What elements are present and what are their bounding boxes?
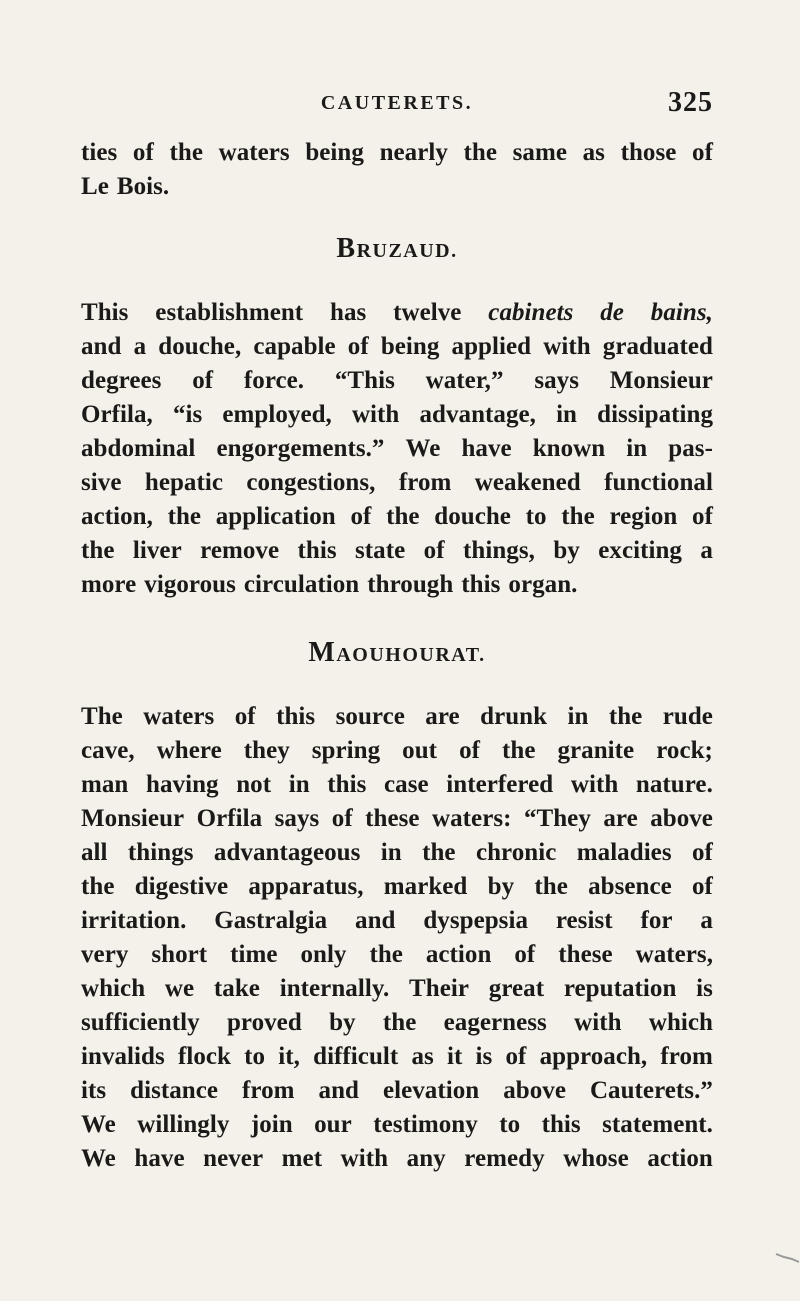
text-line [81, 568, 713, 602]
word: out [402, 737, 438, 764]
heading-rest: RUZAUD. [356, 240, 458, 262]
word: Monsieur [81, 805, 185, 832]
word: with [351, 401, 400, 428]
word: nearly [379, 139, 448, 166]
word: graduated [602, 333, 713, 360]
word: its [81, 1077, 107, 1104]
word: with [570, 771, 619, 798]
word: a [700, 537, 713, 564]
word: hepatic [144, 469, 223, 496]
word: we [164, 975, 195, 1002]
word: above [503, 1077, 566, 1104]
word: source [335, 703, 405, 730]
word: this [276, 703, 316, 730]
text-line [81, 500, 713, 534]
word: this [461, 571, 501, 598]
word: by [329, 1009, 356, 1036]
word: proved [226, 1009, 302, 1036]
word: dissipating [597, 401, 713, 428]
page-number: 325 [668, 87, 713, 118]
word: “They [523, 805, 591, 832]
word: and [81, 333, 122, 360]
word: irritation. [81, 907, 187, 934]
word: of [234, 703, 256, 730]
word: to [499, 1111, 521, 1138]
word: from [242, 1077, 295, 1104]
word: applied [451, 333, 532, 360]
text-line [81, 768, 713, 802]
word: of [423, 537, 445, 564]
text-line [81, 1040, 713, 1074]
word: man [81, 771, 129, 798]
word: douche [434, 503, 511, 530]
text-line [81, 1142, 713, 1176]
word: force. [243, 367, 305, 394]
word: We [81, 1111, 116, 1138]
word: being [305, 139, 364, 166]
word: willingly [137, 1111, 230, 1138]
word: of [692, 839, 713, 866]
word: of [331, 805, 353, 832]
word: approach, [539, 1043, 648, 1070]
word: drunk [480, 703, 548, 730]
word: pas- [668, 435, 713, 462]
word: This [81, 299, 129, 326]
word: “This [334, 367, 395, 394]
word: waters [218, 139, 290, 166]
word: Their [409, 975, 470, 1002]
word: the [561, 503, 595, 530]
word: marked [383, 873, 468, 900]
word: resist [555, 907, 613, 934]
word: things, [463, 537, 535, 564]
word: “is [172, 401, 203, 428]
word: of [692, 139, 713, 166]
word: remedy [464, 1145, 545, 1172]
word: distance [130, 1077, 219, 1104]
word: statement. [602, 1111, 713, 1138]
word: of [347, 333, 369, 360]
word: of [459, 737, 480, 764]
word: sive [81, 469, 122, 496]
word: the [81, 537, 115, 564]
word: says [274, 805, 320, 832]
word: state [355, 537, 406, 564]
word: very [81, 941, 129, 968]
word: the [534, 873, 568, 900]
word: in [556, 401, 578, 428]
word: the [422, 839, 456, 866]
word: sufficiently [81, 1009, 200, 1036]
word: says [534, 367, 579, 394]
word: degrees [81, 367, 162, 394]
word: for [640, 907, 673, 934]
word: Orfila [196, 805, 263, 832]
word: having [146, 771, 219, 798]
word: the [167, 503, 202, 530]
word: never [203, 1145, 264, 1172]
word: reputation [563, 975, 677, 1002]
running-head [81, 88, 713, 118]
word: this [327, 771, 367, 798]
word: to [525, 503, 547, 530]
word: invalids [81, 1043, 165, 1070]
word: apparatus, [248, 873, 364, 900]
text-line [81, 364, 713, 398]
word: twelve [393, 299, 462, 326]
word: these [558, 941, 613, 968]
word: nature. [635, 771, 713, 798]
text-line [81, 1006, 713, 1040]
text-line [81, 534, 713, 568]
word: take [213, 975, 260, 1002]
word: has [330, 299, 367, 326]
word: congestions, [246, 469, 376, 496]
word: any [406, 1145, 446, 1172]
word: with [574, 1009, 622, 1036]
word: only [300, 941, 347, 968]
word: have [134, 1145, 185, 1172]
heading-initial: B [336, 233, 357, 264]
word: of [192, 367, 214, 394]
word: from [660, 1043, 713, 1070]
word: and [318, 1077, 359, 1104]
word: the [382, 1009, 417, 1036]
word: is [475, 1043, 493, 1070]
word: the [608, 703, 643, 730]
word: waters: [432, 805, 512, 832]
word: interfered [446, 771, 554, 798]
word: it, [278, 1043, 300, 1070]
word: the [502, 737, 536, 764]
word: Monsieur [609, 367, 713, 394]
word: maladies [576, 839, 672, 866]
word: action [425, 941, 492, 968]
word: great [488, 975, 545, 1002]
word: these [365, 805, 420, 832]
word: chronic [475, 839, 557, 866]
page-smudge [774, 1252, 800, 1264]
word: ties [81, 139, 118, 166]
word: absence [588, 873, 672, 900]
word: dyspepsia [423, 907, 529, 934]
word: with [340, 1145, 389, 1172]
word: time [230, 941, 278, 968]
text-line [81, 296, 713, 330]
word: advantageous [213, 839, 361, 866]
word: abdominal [81, 435, 196, 462]
word: application [215, 503, 336, 530]
word: of [691, 873, 713, 900]
word: this [541, 1111, 581, 1138]
word: case [384, 771, 429, 798]
word: engorgements.” [216, 435, 385, 462]
word: eagerness [443, 1009, 547, 1036]
word: this [297, 537, 337, 564]
word: granite [557, 737, 635, 764]
word: Cauterets.” [589, 1077, 713, 1104]
word: capable [253, 333, 336, 360]
text-line [81, 972, 713, 1006]
text-line [81, 136, 713, 170]
word: the [81, 873, 115, 900]
word: of [132, 139, 154, 166]
word: the [369, 941, 403, 968]
text-line [81, 870, 713, 904]
word: internally. [279, 975, 390, 1002]
word: same [512, 139, 567, 166]
word: cave, [81, 737, 135, 764]
word: liver [132, 537, 182, 564]
word: are [603, 805, 638, 832]
word: vigorous [144, 571, 236, 598]
text-line [81, 938, 713, 972]
text-line [81, 1074, 713, 1108]
word: to [244, 1043, 266, 1070]
word: the [463, 139, 498, 166]
word: functional [604, 469, 713, 496]
word: above [650, 805, 713, 832]
word: a [700, 907, 713, 934]
text-line [81, 466, 713, 500]
word: things [127, 839, 194, 866]
text-line [81, 1108, 713, 1142]
word: Bois. [116, 173, 170, 200]
word: rock; [656, 737, 713, 764]
word: Orfila, [81, 401, 153, 428]
word: difficult [313, 1043, 399, 1070]
text-line [81, 802, 713, 836]
word: it [446, 1043, 463, 1070]
word: flock [177, 1043, 231, 1070]
word: spring [311, 737, 381, 764]
word: rude [662, 703, 713, 730]
word: of [505, 1043, 527, 1070]
word: join [250, 1111, 293, 1138]
word: exciting [598, 537, 682, 564]
text-line [81, 398, 713, 432]
word: bains, [650, 299, 713, 326]
word: of [350, 503, 372, 530]
section-heading-bruzaud [81, 232, 713, 270]
word: as [582, 139, 605, 166]
word: a [133, 333, 147, 360]
text-line [81, 700, 713, 734]
word: circulation [243, 571, 360, 598]
word: testimony [373, 1111, 478, 1138]
word: the [169, 139, 203, 166]
word: elevation [382, 1077, 480, 1104]
word: are [425, 703, 460, 730]
word: the [386, 503, 420, 530]
word: waters, [635, 941, 713, 968]
text-line [81, 330, 713, 364]
word: where [156, 737, 222, 764]
word: those [620, 139, 677, 166]
word: The [81, 703, 123, 730]
word: establishment [155, 299, 304, 326]
word: which [81, 975, 146, 1002]
word: more [81, 571, 137, 598]
word: digestive [134, 873, 229, 900]
text-line [81, 432, 713, 466]
word: with [543, 333, 591, 360]
word: remove [200, 537, 280, 564]
word: short [151, 941, 208, 968]
word: de [600, 299, 624, 326]
word: which [648, 1009, 713, 1036]
word: We [405, 435, 441, 462]
word: in [626, 435, 648, 462]
word: as [411, 1043, 434, 1070]
word: of [514, 941, 536, 968]
word: weakened [474, 469, 581, 496]
section-heading-maouhourat [81, 636, 713, 674]
text-line [81, 836, 713, 870]
word: known [532, 435, 606, 462]
word: met [281, 1145, 323, 1172]
word: by [553, 537, 580, 564]
word: have [461, 435, 512, 462]
word: of [692, 503, 713, 530]
heading-initial: M [308, 637, 337, 668]
word: not [236, 771, 272, 798]
heading-rest: AOUHOURAT. [336, 644, 486, 666]
word: advantage, [419, 401, 536, 428]
word: through [367, 571, 454, 598]
running-title: CAUTERETS. [320, 92, 474, 114]
word: cabinets [488, 299, 574, 326]
word: Gastralgia [214, 907, 328, 934]
word: action, [81, 503, 153, 530]
word: they [243, 737, 290, 764]
word: is [696, 975, 713, 1002]
word: by [487, 873, 515, 900]
text-line [81, 734, 713, 768]
word: and [355, 907, 396, 934]
word: region [609, 503, 678, 530]
word: whose [563, 1145, 629, 1172]
word: in [288, 771, 310, 798]
text-line [81, 170, 713, 204]
word: all [81, 839, 108, 866]
word: being [380, 333, 440, 360]
word: douche, [158, 333, 242, 360]
word: in [567, 703, 589, 730]
word: organ. [508, 571, 578, 598]
word: Le [81, 173, 109, 200]
word: our [314, 1111, 352, 1138]
text-line [81, 904, 713, 938]
word: from [398, 469, 452, 496]
word: action [647, 1145, 713, 1172]
word: water,” [425, 367, 504, 394]
word: waters [143, 703, 215, 730]
word: employed, [222, 401, 332, 428]
word: in [380, 839, 402, 866]
word: We [81, 1145, 116, 1172]
